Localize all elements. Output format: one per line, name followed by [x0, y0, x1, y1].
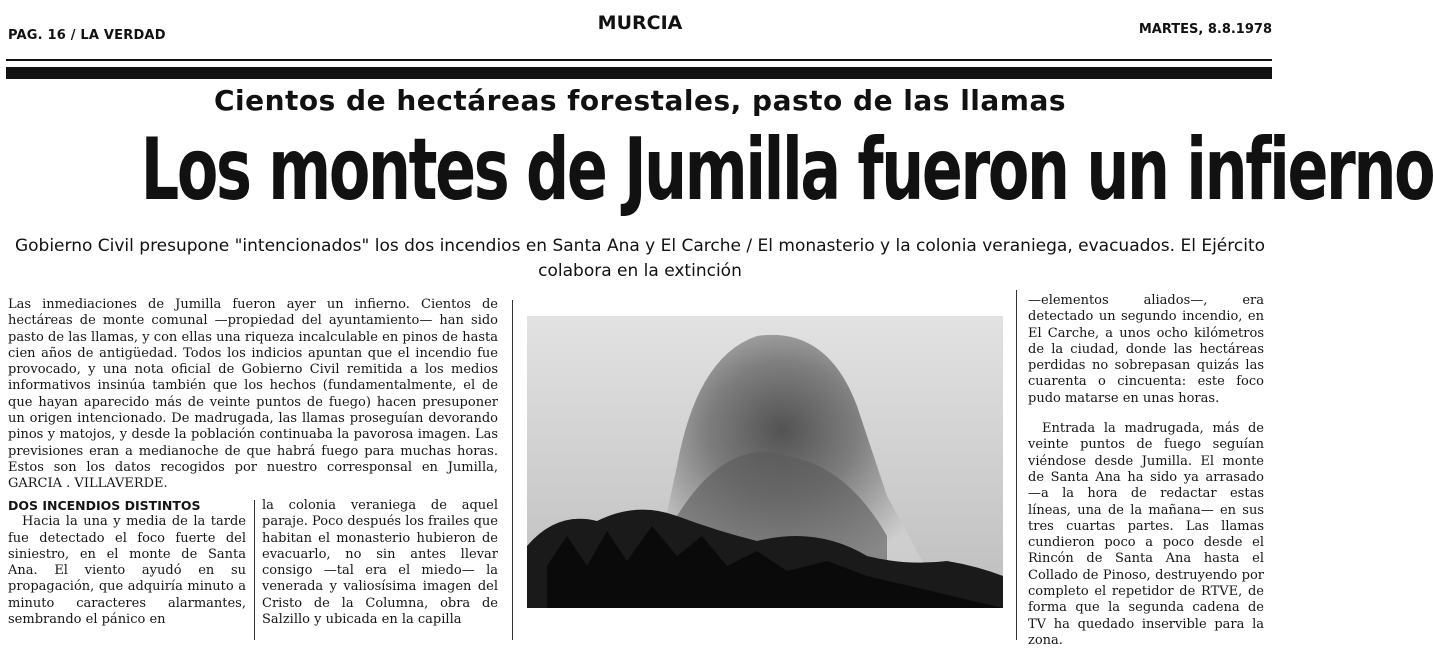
- column-3-text: la colonia veraniega de aquel paraje. Poco después los frailes que habitan el monasterio hubieron de evacuarlo, no sin antes llevar consigo —tal era el miedo— la venerada y valiosísima imagen del Cristo de la Columna, obra de Salzillo y ubicada en la capilla: [262, 498, 498, 628]
- issue-date: MARTES, 8.8.1978: [1138, 22, 1272, 37]
- smoke-over-mountain-image: [527, 316, 1003, 608]
- column-2-text: Hacia la una y media de la tarde fue detectado el foco fuerte del siniestro, en el monte de Santa Ana. El viento ayudó en su propagación, que adquiría minuto a minuto caracteres alarmantes, sembrando el pánico en: [8, 514, 246, 628]
- kicker-headline: Cientos de hectáreas forestales, pasto de las llamas: [213, 84, 1067, 117]
- column-divider: [1016, 290, 1017, 640]
- header-rule-thin: [6, 59, 1272, 61]
- fire-photograph: [527, 316, 1003, 608]
- page-folio: PAG. 16 / LA VERDAD: [8, 28, 166, 43]
- column-divider: [512, 300, 513, 640]
- lead-paragraph: Las inmediaciones de Jumilla fueron ayer un infierno. Cientos de hectáreas de monte comunal —propiedad del ayuntamiento— han sido pasto de las llamas, y con ellas una riqueza incalculable en pinos de hasta cien años de antigüedad. Todos los indicios apuntan que el incendio fue provocado, y una nota oficial de Gobierno Civil remitida a los medios informativos insinúa también que los hechos (fundamentalmente, el de que hayan aparecido más de veinte puntos de fuego) hacen presuponer un origen intencionado. De madrugada, las llamas proseguían devorando pinos y matojos, y desde la población continuaba la pavorosa imagen. Las previsiones eran a medianoche de que habrá fuego para muchas horas. Estos son los datos recogidos por nuestro corresponsal en Jumilla, GARCIA . VILLAVERDE.: [8, 297, 498, 492]
- main-headline: Los montes de Jumilla fueron un infierno: [140, 120, 1433, 220]
- section-name: MURCIA: [597, 12, 683, 34]
- deck-subheadline: Gobierno Civil presupone "intencionados" los dos incendios en Santa Ana y El Carche / El monasterio y la colonia veraniega, evacuados. El Ejército colabora en la extinción: [14, 236, 1266, 281]
- subhead-dos-incendios: DOS INCENDIOS DISTINTOS: [8, 498, 201, 513]
- column-divider: [254, 500, 255, 640]
- column-4: [1028, 293, 1264, 649]
- column-4-paragraph-2: Entrada la madrugada, más de veinte puntos de fuego seguían viéndose desde Jumilla. El monte de Santa Ana ha sido ya arrasado —a la hora de redactar estas líneas, una de la mañana— en sus tres cuartas partes. Las llamas cundieron poco a poco desde el Rincón de Santa Ana hasta el Collado de Pinoso, destruyendo por completo el repetidor de RTVE, de forma que la segunda cadena de TV ha quedado inservible para la zona.: [1028, 421, 1264, 648]
- column-4-paragraph-1: —elementos aliados—, era detectado un segundo incendio, en El Carche, a unos ocho kilómetros de la ciudad, donde las hectáreas perdidas no sobrepasan quizás las cuarenta o cincuenta: este foco pudo matarse en unas horas.: [1028, 293, 1264, 406]
- header-rule-thick: [6, 67, 1272, 79]
- column-2: [8, 498, 246, 628]
